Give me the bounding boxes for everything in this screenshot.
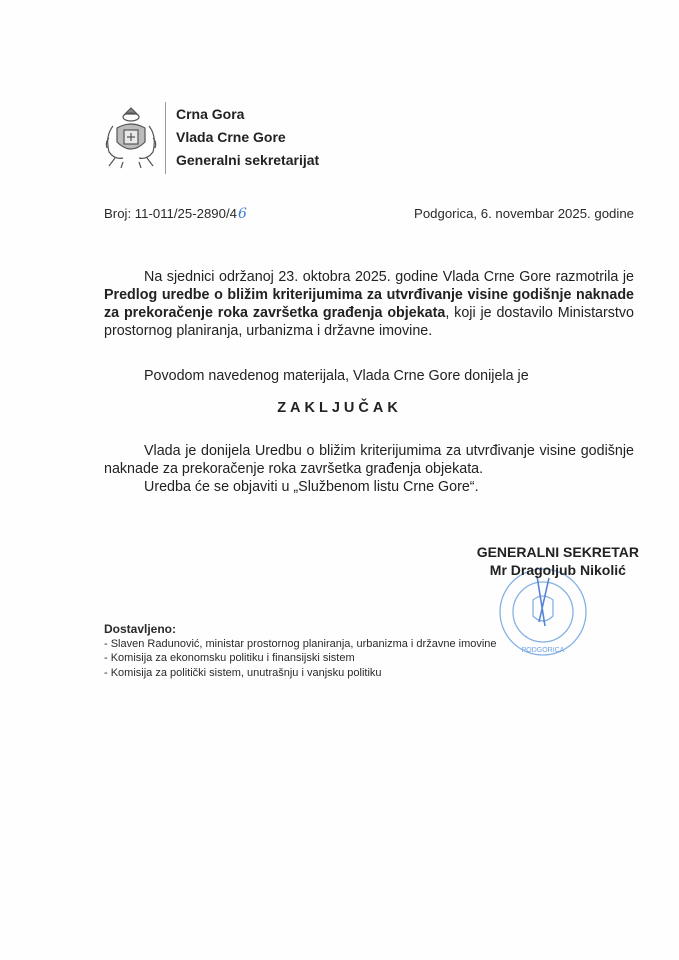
signatory-role: GENERALNI SEKRETAR — [476, 544, 639, 560]
distribution-list — [104, 622, 497, 680]
paragraph-intro: Na sjednici održanoj 23. oktobra 2025. godine Vlada Crne Gore razmotrila je Predlog uredbe o bližim kriterijumima za utvrđivanje visine godišnje naknade za prekoračenje roka završetka građenja objekata, koji je dostavilo Ministarstvo prostornog planiranja, urbanizma i državne imovine. — [104, 269, 634, 339]
official-stamp-icon — [497, 566, 589, 658]
distribution-heading: Dostavljeno: — [104, 622, 177, 636]
handwritten-suffix: 6 — [237, 206, 247, 222]
signature-block — [477, 543, 639, 579]
distribution-item: - Komisija za ekonomsku politiku i finansijski sistem — [104, 652, 355, 664]
paragraph-decision-lead: Povodom navedenog materijala, Vlada Crne Gore donijela je — [144, 368, 529, 384]
place-date: Podgorica, 6. novembar 2025. godine — [414, 206, 634, 221]
montenegro-coat-of-arms-icon — [103, 104, 159, 170]
office-name: Generalni sekretarijat — [176, 152, 320, 168]
conclusion-title: ZAKLJUČAK — [277, 400, 402, 416]
paragraph-conclusion: Vlada je donijela Uredbu o bližim kriterijumima za utvrđivanje visine godišnje naknade za prekoračenje roka završetka građenja objekata. — [104, 443, 634, 477]
reference-number: Broj: 11-011/25-2890/46 — [104, 206, 247, 222]
proposal-title: Predlog uredbe o bližim kriterijumima za utvrđivanje visine godišnje naknade za prekoračenje roka završetka građenja objekata — [104, 287, 634, 321]
government-name: Vlada Crne Gore — [176, 129, 286, 145]
signatory-name: Mr Dragoljub Nikolić — [489, 562, 626, 578]
letterhead — [103, 104, 319, 174]
conclusion-body — [104, 442, 634, 496]
letterhead-divider — [165, 102, 166, 174]
country-name: Crna Gora — [176, 106, 245, 122]
distribution-item: - Slaven Radunović, ministar prostornog planiranja, urbanizma i državne imovine — [104, 637, 497, 650]
svg-text:PODGORICA: PODGORICA — [521, 647, 565, 654]
paragraph-publication: Uredba će se objaviti u „Službenom listu Crne Gore“. — [144, 479, 479, 495]
distribution-item: - Komisija za politički sistem, unutrašnju i vanjsku politiku — [104, 666, 382, 679]
